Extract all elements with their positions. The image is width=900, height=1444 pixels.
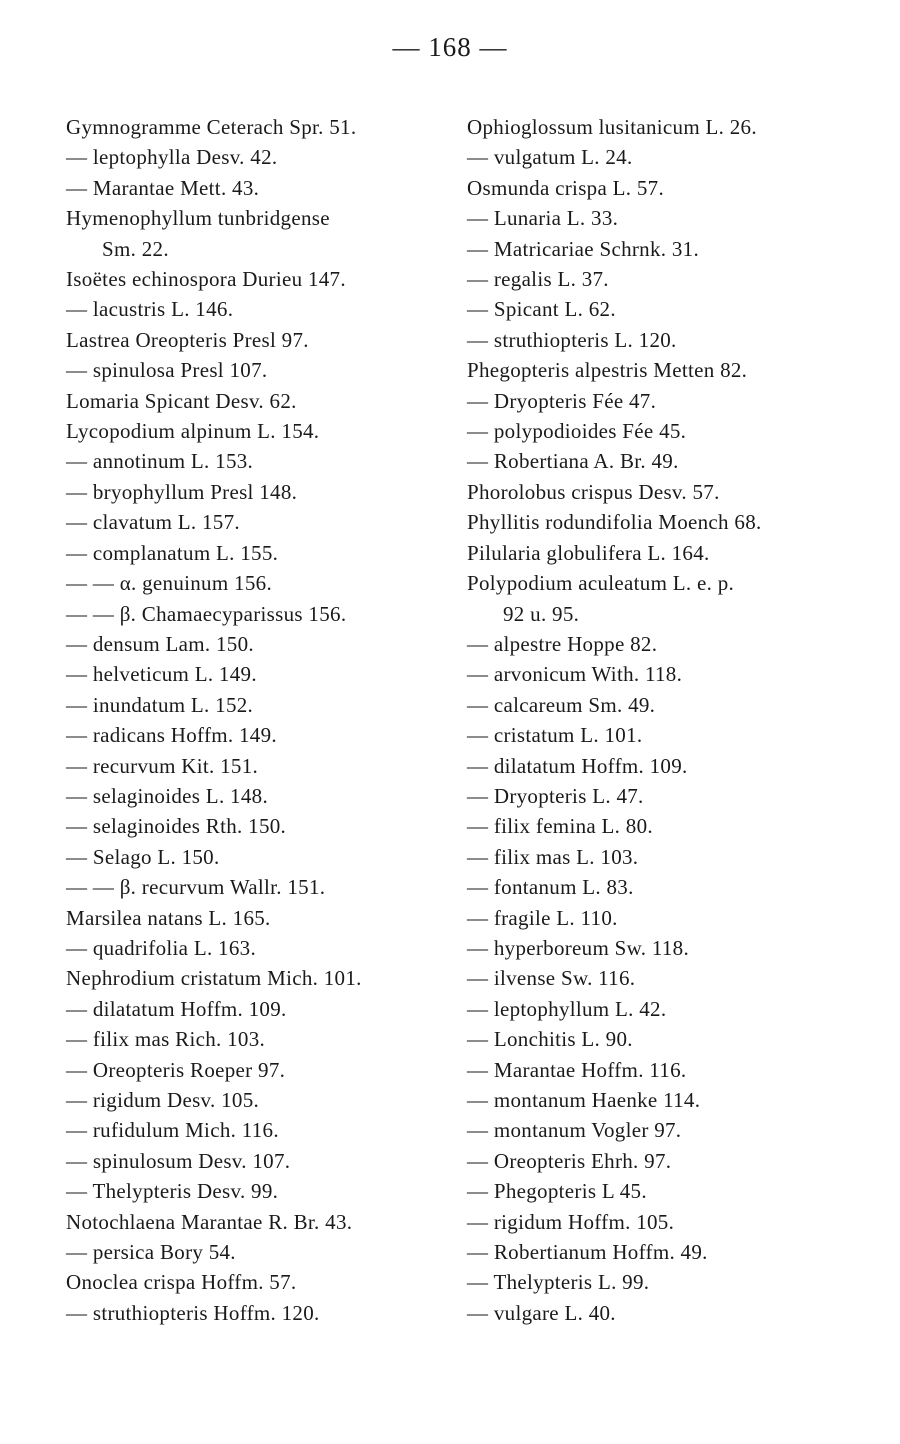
index-entry: Lastrea Oreopteris Presl 97.: [66, 327, 309, 352]
index-entry: — Robertiana A. Br. 49.: [467, 449, 679, 474]
index-entry: — montanum Vogler 97.: [467, 1118, 682, 1143]
index-entry: — cristatum L. 101.: [467, 723, 643, 748]
index-entry: Hymenophyllum tunbridgense: [66, 206, 330, 231]
index-entry: — selaginoides L. 148.: [66, 783, 268, 808]
index-entry: — helveticum L. 149.: [66, 662, 257, 687]
index-entry: — persica Bory 54.: [66, 1240, 236, 1265]
index-entry: Phyllitis rodundifolia Moench 68.: [467, 510, 762, 535]
index-entry: — struthiopteris L. 120.: [467, 327, 677, 352]
index-entry: — hyperboreum Sw. 118.: [467, 935, 690, 960]
index-entry: — Selago L. 150.: [66, 844, 220, 869]
index-entry: — calcareum Sm. 49.: [467, 692, 656, 717]
index-entry: — leptophylla Desv. 42.: [66, 145, 278, 170]
index-entry: — Dryopteris L. 47.: [467, 783, 644, 808]
index-entry: Marsilea natans L. 165.: [66, 905, 271, 930]
index-entry: — alpestre Hoppe 82.: [467, 631, 658, 656]
index-entry: — filix mas Rich. 103.: [66, 1027, 266, 1052]
index-entry: — filix femina L. 80.: [467, 814, 653, 839]
index-entry: — lacustris L. 146.: [66, 297, 234, 322]
index-entry: Onoclea crispa Hoffm. 57.: [66, 1270, 297, 1295]
index-entry-continuation: Sm. 22.: [102, 236, 169, 261]
index-entry: Osmunda crispa L. 57.: [467, 175, 665, 200]
index-entry: — Phegopteris L 45.: [467, 1179, 647, 1204]
index-entry: — quadrifolia L. 163.: [66, 935, 257, 960]
index-entry: — filix mas L. 103.: [467, 844, 639, 869]
index-entry: — — β. Chamaecyparissus 156.: [66, 601, 347, 626]
right-index-column: [467, 112, 867, 1328]
index-entry: Isoëtes echinospora Durieu 147.: [66, 267, 346, 292]
index-entry: — rigidum Hoffm. 105.: [467, 1209, 675, 1234]
index-entry: Lycopodium alpinum L. 154.: [66, 419, 320, 444]
index-entry: — Thelypteris Desv. 99.: [66, 1179, 279, 1204]
index-entry: — recurvum Kit. 151.: [66, 753, 259, 778]
index-entry: — Thelypteris L. 99.: [467, 1270, 650, 1295]
index-entry: — Lunaria L. 33.: [467, 206, 619, 231]
index-entry: — complanatum L. 155.: [66, 540, 279, 565]
index-entry: — dilatatum Hoffm. 109.: [66, 996, 287, 1021]
index-entry: — bryophyllum Presl 148.: [66, 479, 298, 504]
index-entry: — rufidulum Mich. 116.: [66, 1118, 279, 1143]
index-entry: — annotinum L. 153.: [66, 449, 254, 474]
index-entry-continuation: 92 u. 95.: [503, 601, 580, 626]
index-entry: — Robertianum Hoffm. 49.: [467, 1240, 708, 1265]
index-entry: Phorolobus crispus Desv. 57.: [467, 479, 720, 504]
index-entry: — Oreopteris Roeper 97.: [66, 1057, 286, 1082]
index-entry: — Lonchitis L. 90.: [467, 1027, 633, 1052]
index-entry: — fontanum L. 83.: [467, 875, 634, 900]
index-entry: Gymnogramme Ceterach Spr. 51.: [66, 115, 357, 139]
index-entry: — clavatum L. 157.: [66, 510, 240, 535]
index-entry: — arvonicum With. 118.: [467, 662, 683, 687]
index-entry: — radicans Hoffm. 149.: [66, 723, 277, 748]
index-entry: — struthiopteris Hoffm. 120.: [66, 1300, 320, 1325]
index-entry: — regalis L. 37.: [467, 267, 609, 292]
page-number: — 168 —: [392, 32, 508, 62]
index-entry: — Marantae Mett. 43.: [66, 175, 260, 200]
index-entry: Phegopteris alpestris Metten 82.: [467, 358, 748, 383]
index-entry: — vulgare L. 40.: [467, 1300, 616, 1325]
index-entry: — Matricariae Schrnk. 31.: [467, 236, 700, 261]
left-index-column: [66, 112, 446, 1328]
index-entry: — — α. genuinum 156.: [66, 571, 272, 596]
index-entry: — fragile L. 110.: [467, 905, 618, 930]
index-entry: — leptophyllum L. 42.: [467, 996, 667, 1021]
index-entry: — dilatatum Hoffm. 109.: [467, 753, 688, 778]
index-entry: Ophioglossum lusitanicum L. 26.: [467, 115, 757, 139]
index-entry: — densum Lam. 150.: [66, 631, 254, 656]
index-entry: Notochlaena Marantae R. Br. 43.: [66, 1209, 353, 1234]
index-entry: — montanum Haenke 114.: [467, 1088, 701, 1112]
index-entry: — selaginoides Rth. 150.: [66, 814, 287, 839]
index-entry: — vulgatum L. 24.: [467, 145, 633, 170]
index-entry: — polypodioides Fée 45.: [467, 419, 687, 444]
index-entry: — — β. recurvum Wallr. 151.: [66, 875, 326, 900]
index-entry: — inundatum L. 152.: [66, 692, 254, 717]
index-entry: — Dryopteris Fée 47.: [467, 388, 657, 413]
index-entry: — Marantae Hoffm. 116.: [467, 1057, 687, 1082]
index-entry: Lomaria Spicant Desv. 62.: [66, 388, 297, 413]
index-entry: Polypodium aculeatum L. e. p.: [467, 571, 735, 596]
index-entry: — spinulosa Presl 107.: [66, 358, 268, 383]
index-entry: — spinulosum Desv. 107.: [66, 1148, 291, 1173]
index-entry: — ilvense Sw. 116.: [467, 966, 636, 991]
index-entry: Nephrodium cristatum Mich. 101.: [66, 966, 362, 991]
index-entry: — Oreopteris Ehrh. 97.: [467, 1148, 672, 1173]
index-entry: — Spicant L. 62.: [467, 297, 616, 322]
index-entry: Pilularia globulifera L. 164.: [467, 540, 710, 565]
index-entry: — rigidum Desv. 105.: [66, 1088, 260, 1112]
